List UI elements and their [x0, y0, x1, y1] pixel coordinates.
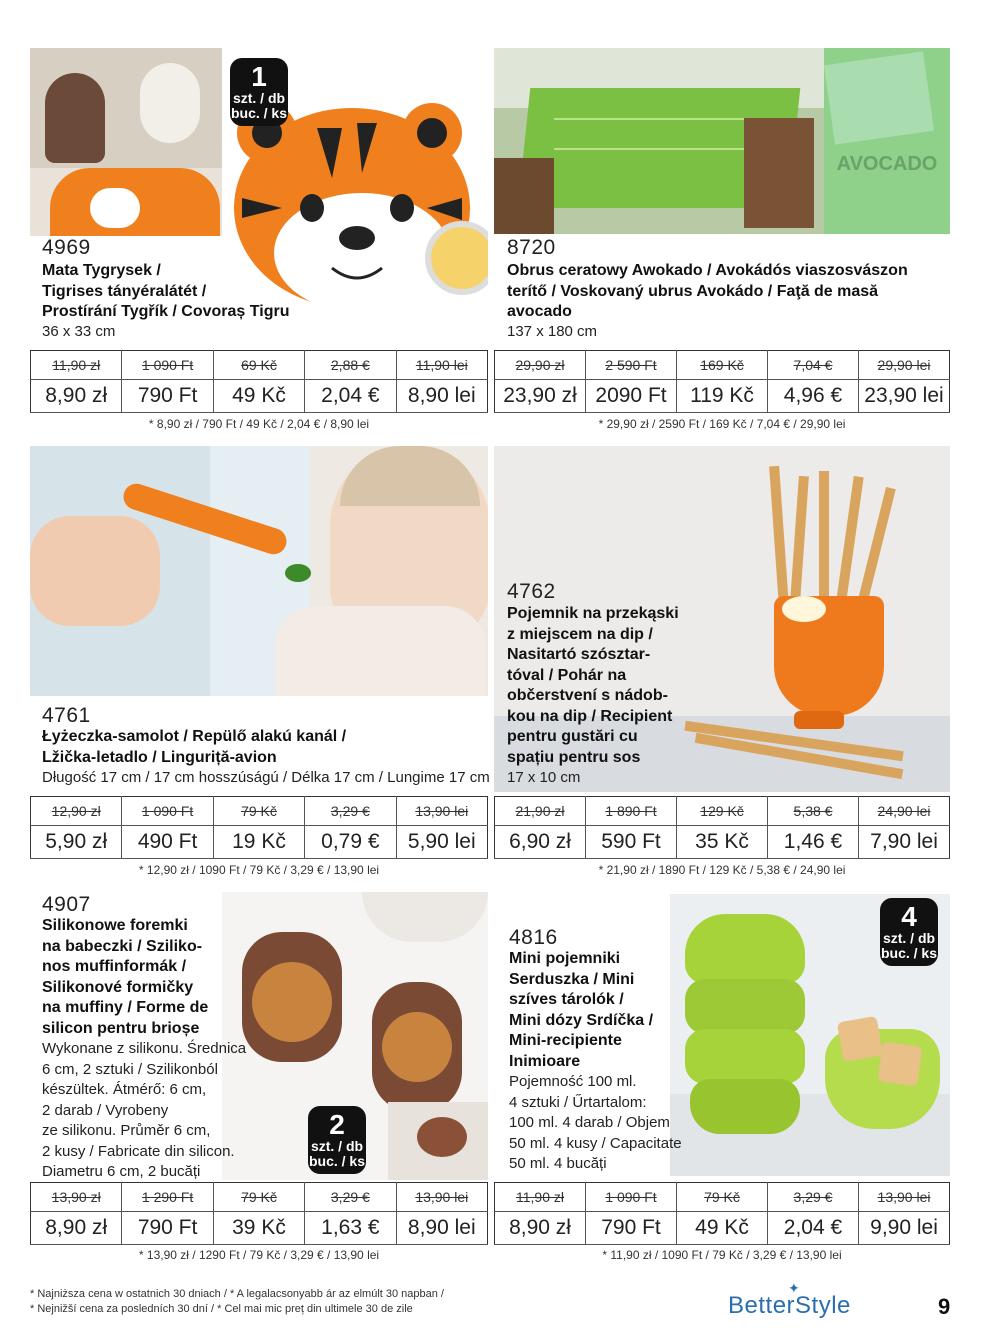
- lowest-price-note: * 21,90 zł / 1890 Ft / 129 Kč / 5,38 € / 24,90 lei: [598, 863, 846, 877]
- title-line: pentru gustări cu: [507, 728, 638, 745]
- new-price-huf: 590 Ft: [586, 826, 677, 859]
- product-code: 8720: [507, 236, 556, 259]
- old-price-ron: 29,90 lei: [859, 351, 950, 380]
- title-line: szíves tárolók /: [509, 991, 624, 1008]
- new-price-huf: 790 Ft: [122, 380, 213, 413]
- badge-unit: szt. / db: [232, 90, 286, 106]
- badge-unit: szt. / db: [310, 1138, 364, 1154]
- product-desc: 17 x 10 cm: [507, 769, 581, 786]
- new-price-czk: 35 Kč: [677, 826, 768, 859]
- old-price-huf: 1 090 Ft: [122, 351, 213, 380]
- page-number: 9: [938, 1294, 951, 1319]
- title-line: terítő / Voskovaný ubrus Avokádo / Faţă de masă: [507, 282, 879, 300]
- desc-line: 2 darab / Vyrobeny: [42, 1101, 169, 1119]
- title-line: Mini pojemniki: [509, 950, 621, 967]
- new-price-pln: 23,90 zł: [495, 380, 586, 413]
- title-line: Mini-recipiente: [509, 1032, 622, 1049]
- quantity-badge: [308, 1106, 366, 1174]
- badge-unit: buc. / ks: [230, 105, 288, 121]
- old-price-row: [31, 351, 488, 380]
- badge-unit: szt. / db: [882, 930, 936, 946]
- product-title: [42, 727, 346, 768]
- old-price-eur: 5,38 €: [768, 797, 859, 826]
- desc-line: Pojemność 100 ml.: [509, 1073, 637, 1090]
- new-price-eur: 1,46 €: [768, 826, 859, 859]
- new-price-row: [31, 380, 488, 413]
- old-price-czk: 79 Kč: [213, 797, 304, 826]
- title-line: Łyżeczka-samolot / Repülő alakú kanál /: [42, 728, 347, 745]
- new-price-eur: 1,63 €: [305, 1212, 396, 1245]
- lowest-price-note: * 12,90 zł / 1090 Ft / 79 Kč / 3,29 € / 13,90 lei: [138, 863, 380, 877]
- desc-line: ze silikonu. Průměr 6 cm,: [42, 1122, 211, 1139]
- new-price-eur: 2,04 €: [305, 380, 396, 413]
- badge-unit: buc. / ks: [308, 1153, 366, 1169]
- product-desc: [509, 1072, 682, 1175]
- new-price-ron: 9,90 lei: [859, 1212, 950, 1245]
- title-line: na babeczki / Sziliko-: [42, 937, 203, 955]
- desc-line: 6 cm, 2 sztuki / Szilikonból: [42, 1060, 218, 1078]
- new-price-pln: 6,90 zł: [495, 826, 586, 859]
- title-line: silicon pentru brioșe: [42, 1019, 200, 1037]
- old-price-huf: 1 090 Ft: [586, 1183, 677, 1212]
- product-title: [509, 949, 653, 1072]
- badge-number: 4: [901, 901, 917, 932]
- title-line: nos muffinformák /: [42, 958, 187, 975]
- old-price-huf: 1 890 Ft: [586, 797, 677, 826]
- product-title: [507, 604, 679, 768]
- old-price-eur: 3,29 €: [768, 1183, 859, 1212]
- product-code: 4969: [42, 236, 91, 259]
- sparkle-icon: ✦: [788, 1280, 801, 1296]
- title-line: Nasitartó szósztar-: [507, 646, 651, 663]
- new-price-pln: 8,90 zł: [31, 1212, 122, 1245]
- product-title: [42, 261, 289, 323]
- lowest-price-note: * 8,90 zł / 790 Ft / 49 Kč / 2,04 € / 8,90 lei: [148, 417, 370, 431]
- title-line: tóval / Pohár na: [507, 666, 627, 684]
- avocado-tablecloth-photo: [494, 48, 824, 234]
- product-desc: 36 x 33 cm: [42, 323, 116, 340]
- price-table: [494, 350, 950, 413]
- new-price-czk: 49 Kč: [213, 380, 304, 413]
- new-price-czk: 39 Kč: [213, 1212, 304, 1245]
- old-price-czk: 169 Kč: [677, 351, 768, 380]
- product-desc: [42, 1039, 246, 1183]
- product-desc: 137 x 180 cm: [507, 323, 598, 340]
- desc-line: készültek. Átmérő: 6 cm,: [42, 1081, 207, 1098]
- old-price-eur: 3,29 €: [305, 797, 396, 826]
- old-price-row: [495, 351, 950, 380]
- new-price-huf: 790 Ft: [586, 1212, 677, 1245]
- title-line: spațiu pentru sos: [507, 748, 641, 766]
- product-code: 4907: [42, 893, 91, 916]
- product-title: [507, 261, 908, 323]
- title-line: Mata Tygrysek /: [42, 262, 161, 279]
- quantity-badge: [880, 898, 938, 966]
- old-price-ron: 13,90 lei: [396, 1183, 487, 1212]
- price-table: [30, 350, 488, 413]
- old-price-ron: 13,90 lei: [859, 1183, 950, 1212]
- new-price-czk: 19 Kč: [213, 826, 304, 859]
- new-price-ron: 8,90 lei: [396, 1212, 487, 1245]
- old-price-row: [31, 1183, 488, 1212]
- price-table: [494, 1182, 950, 1245]
- new-price-huf: 2090 Ft: [586, 380, 677, 413]
- old-price-czk: 79 Kč: [677, 1183, 768, 1212]
- new-price-eur: 0,79 €: [305, 826, 396, 859]
- desc-line: 2 kusy / Fabricate din silicon.: [42, 1142, 235, 1160]
- badge-number: 1: [251, 61, 267, 92]
- badge-unit: buc. / ks: [880, 945, 938, 961]
- lowest-price-note: * 29,90 zł / 2590 Ft / 169 Kč / 7,04 € / 29,90 lei: [598, 417, 846, 431]
- title-line: Lžička-letadlo / Linguriță-avion: [42, 748, 277, 766]
- old-price-pln: 13,90 zł: [31, 1183, 122, 1212]
- new-price-pln: 5,90 zł: [31, 826, 122, 859]
- new-price-ron: 23,90 lei: [859, 380, 950, 413]
- new-price-ron: 8,90 lei: [396, 380, 487, 413]
- new-price-row: [495, 1212, 950, 1245]
- old-price-czk: 69 Kč: [213, 351, 304, 380]
- title-line: kou na dip / Recipient: [507, 707, 673, 725]
- old-price-ron: 24,90 lei: [859, 797, 950, 826]
- new-price-ron: 5,90 lei: [396, 826, 487, 859]
- new-price-pln: 8,90 zł: [495, 1212, 586, 1245]
- product-code: 4761: [42, 704, 91, 727]
- price-table: [494, 796, 950, 859]
- title-line: Pojemnik na przekąski: [507, 605, 679, 622]
- old-price-huf: 1 290 Ft: [122, 1183, 213, 1212]
- old-price-czk: 129 Kč: [677, 797, 768, 826]
- old-price-ron: 11,90 lei: [396, 351, 487, 380]
- price-table: [30, 796, 488, 859]
- footer-note-line: * Nejnižší cena za posledních 30 dní / * Cel mai mic preț din ultimele 30 de zile: [30, 1303, 413, 1315]
- old-price-czk: 79 Kč: [213, 1183, 304, 1212]
- price-table: [30, 1182, 488, 1245]
- new-price-row: [31, 1212, 488, 1245]
- product-code: 4762: [507, 580, 556, 603]
- new-price-czk: 49 Kč: [677, 1212, 768, 1245]
- title-line: Tigrises tányéralátét /: [42, 282, 207, 300]
- title-line: avocado: [507, 303, 572, 320]
- old-price-pln: 21,90 zł: [495, 797, 586, 826]
- product-code: 4816: [509, 926, 558, 949]
- old-price-pln: 12,90 zł: [31, 797, 122, 826]
- desc-line: 50 ml. 4 bucăți: [509, 1155, 607, 1172]
- new-price-eur: 4,96 €: [768, 380, 859, 413]
- old-price-row: [495, 1183, 950, 1212]
- old-price-row: [31, 797, 488, 826]
- desc-line: 50 ml. 4 kusy / Capacitate: [509, 1134, 682, 1152]
- title-line: Serduszka / Mini: [509, 970, 635, 988]
- old-price-eur: 2,88 €: [305, 351, 396, 380]
- old-price-huf: 2 590 Ft: [586, 351, 677, 380]
- title-line: Silikonové formičky: [42, 978, 194, 996]
- footer-note-line: * Najniższa cena w ostatnich 30 dniach / * A legalacsonyabb ár az elmúlt 30 napban /: [30, 1288, 444, 1300]
- new-price-row: [495, 380, 950, 413]
- old-price-pln: 29,90 zł: [495, 351, 586, 380]
- new-price-czk: 119 Kč: [677, 380, 768, 413]
- title-line: Silikonowe foremki: [42, 917, 188, 934]
- desc-line: Wykonane z silikonu. Średnica: [42, 1040, 247, 1057]
- title-line: občerstvení s nádob-: [507, 687, 668, 704]
- old-price-ron: 13,90 lei: [396, 797, 487, 826]
- new-price-row: [495, 826, 950, 859]
- tiger-placemat-photo-family: [30, 48, 222, 236]
- new-price-eur: 2,04 €: [768, 1212, 859, 1245]
- old-price-row: [495, 797, 950, 826]
- old-price-eur: 7,04 €: [768, 351, 859, 380]
- footer-note: [30, 1287, 444, 1317]
- new-price-huf: 490 Ft: [122, 826, 213, 859]
- new-price-row: [31, 826, 488, 859]
- old-price-huf: 1 090 Ft: [122, 797, 213, 826]
- old-price-pln: 11,90 zł: [31, 351, 122, 380]
- title-line: Inimioare: [509, 1052, 581, 1070]
- lowest-price-note: * 11,90 zł / 1090 Ft / 79 Kč / 3,29 € / 13,90 lei: [602, 1248, 842, 1262]
- title-line: Obrus ceratowy Awokado / Avokádós viaszosvászon: [507, 262, 908, 279]
- new-price-pln: 8,90 zł: [31, 380, 122, 413]
- title-line: z miejscem na dip /: [507, 625, 653, 643]
- old-price-pln: 11,90 zł: [495, 1183, 586, 1212]
- old-price-eur: 3,29 €: [305, 1183, 396, 1212]
- badge-number: 2: [329, 1109, 345, 1140]
- avocado-tablecloth-closeup: [824, 48, 950, 234]
- betterstyle-logo: [728, 1280, 851, 1320]
- desc-line: 4 sztuki / Űrtartalom:: [509, 1093, 647, 1111]
- desc-line: 100 ml. 4 darab / Objem: [509, 1114, 670, 1131]
- title-line: Mini dózy Srdíčka /: [509, 1011, 654, 1029]
- product-desc: Długość 17 cm / 17 cm hosszúságú / Délka 17 cm / Lungime 17 cm: [42, 769, 490, 786]
- new-price-ron: 7,90 lei: [859, 826, 950, 859]
- quantity-badge: [230, 58, 288, 126]
- desc-line: Diametru 6 cm, 2 bucăți: [42, 1163, 201, 1180]
- title-line: na muffiny / Forme de: [42, 999, 209, 1016]
- product-title: [42, 916, 208, 1039]
- lowest-price-note: * 13,90 zł / 1290 Ft / 79 Kč / 3,29 € / 13,90 lei: [138, 1248, 380, 1262]
- airplane-spoon-photo: [30, 446, 488, 696]
- title-line: Prostírání Tygřík / Covoraș Tigru: [42, 303, 290, 320]
- new-price-huf: 790 Ft: [122, 1212, 213, 1245]
- logo-text: BetterStyle: [728, 1292, 851, 1319]
- avocado-print-text: AVOCADO: [836, 153, 938, 175]
